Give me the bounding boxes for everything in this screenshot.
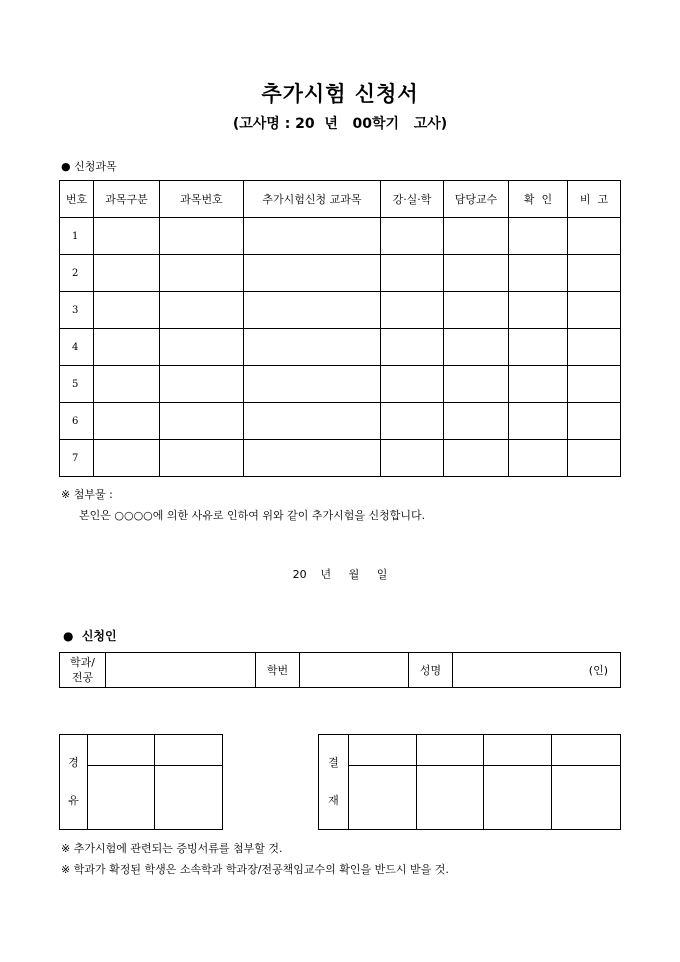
cell-course-type[interactable] — [94, 292, 160, 329]
header-confirm: 확 인 — [509, 181, 568, 218]
decision-title-cell[interactable] — [552, 735, 621, 766]
review-approval-box — [59, 734, 223, 830]
cell-course-code[interactable] — [160, 366, 244, 403]
cell-remarks[interactable] — [568, 218, 621, 255]
cell-professor[interactable] — [444, 292, 509, 329]
header-course-code: 과목번호 — [160, 181, 244, 218]
table-row — [60, 218, 621, 255]
application-statement: 본인은 ○○○○에 의한 사유로 인하여 위와 같이 추가시험을 신청합니다. — [79, 509, 426, 522]
document-title: 추가시험 신청서 — [261, 81, 419, 106]
dept-label — [60, 653, 106, 688]
review-title-cell[interactable] — [155, 735, 223, 766]
cell-course-name[interactable] — [244, 366, 381, 403]
dept-field[interactable] — [106, 653, 256, 688]
cell-course-type[interactable] — [94, 366, 160, 403]
review-sign-cell[interactable] — [88, 766, 155, 830]
cell-remarks[interactable] — [568, 403, 621, 440]
cell-confirm[interactable] — [509, 329, 568, 366]
row-number: 5 — [60, 366, 94, 403]
cell-lecture-lab[interactable] — [381, 403, 444, 440]
cell-remarks[interactable] — [568, 292, 621, 329]
applicant-section-label: ● 신청인 — [63, 629, 117, 643]
review-title-cell[interactable] — [88, 735, 155, 766]
applicant-table — [59, 652, 621, 688]
review-sign-cell[interactable] — [155, 766, 223, 830]
decision-title-cell[interactable] — [349, 735, 417, 766]
attachment-label: ※ 첨부물 : — [61, 488, 113, 501]
courses-header-row — [60, 181, 621, 218]
cell-professor[interactable] — [444, 255, 509, 292]
cell-confirm[interactable] — [509, 440, 568, 477]
table-row — [60, 329, 621, 366]
document-subtitle: (고사명 : 20 년 00학기 고사) — [232, 116, 448, 132]
header-professor: 담당교수 — [444, 181, 509, 218]
cell-course-name[interactable] — [244, 255, 381, 292]
row-number: 3 — [60, 292, 94, 329]
dept-label-line1: 학과/ — [70, 656, 95, 669]
cell-professor[interactable] — [444, 329, 509, 366]
cell-remarks[interactable] — [568, 329, 621, 366]
header-lecture-lab: 강·실·학 — [381, 181, 444, 218]
cell-professor[interactable] — [444, 366, 509, 403]
cell-professor[interactable] — [444, 218, 509, 255]
cell-course-name[interactable] — [244, 403, 381, 440]
row-number: 1 — [60, 218, 94, 255]
decision-sign-cell[interactable] — [417, 766, 484, 830]
cell-course-type[interactable] — [94, 255, 160, 292]
seal-mark: (인) — [588, 664, 608, 677]
row-number: 4 — [60, 329, 94, 366]
cell-course-name[interactable] — [244, 292, 381, 329]
review-label-cell — [60, 735, 88, 830]
cell-course-type[interactable] — [94, 218, 160, 255]
row-number: 7 — [60, 440, 94, 477]
cell-confirm[interactable] — [509, 292, 568, 329]
name-field[interactable] — [453, 653, 621, 688]
decision-label-1: 결 — [328, 756, 339, 769]
cell-professor[interactable] — [444, 403, 509, 440]
cell-course-name[interactable] — [244, 329, 381, 366]
cell-lecture-lab[interactable] — [381, 329, 444, 366]
footnote-2: ※ 학과가 확정된 학생은 소속학과 학과장/전공책임교수의 확인을 반드시 받을 것. — [61, 863, 449, 876]
cell-course-code[interactable] — [160, 403, 244, 440]
dept-label-line2: 전공 — [71, 671, 94, 684]
cell-remarks[interactable] — [568, 255, 621, 292]
decision-label-2: 재 — [328, 794, 339, 807]
table-row — [60, 292, 621, 329]
cell-lecture-lab[interactable] — [381, 366, 444, 403]
cell-course-code[interactable] — [160, 218, 244, 255]
decision-sign-cell[interactable] — [349, 766, 417, 830]
table-row — [60, 440, 621, 477]
cell-confirm[interactable] — [509, 255, 568, 292]
table-row — [60, 403, 621, 440]
header-course-type: 과목구분 — [94, 181, 160, 218]
row-number: 2 — [60, 255, 94, 292]
cell-lecture-lab[interactable] — [381, 218, 444, 255]
decision-sign-cell[interactable] — [484, 766, 552, 830]
decision-label-cell — [319, 735, 349, 830]
cell-course-code[interactable] — [160, 255, 244, 292]
name-label: 성명 — [409, 653, 453, 688]
cell-course-code[interactable] — [160, 292, 244, 329]
date-line: 20 년 월 일 — [292, 568, 388, 581]
student-id-field[interactable] — [300, 653, 409, 688]
cell-lecture-lab[interactable] — [381, 292, 444, 329]
decision-approval-box — [318, 734, 621, 830]
student-id-label: 학번 — [256, 653, 300, 688]
courses-table — [59, 180, 621, 477]
cell-course-code[interactable] — [160, 329, 244, 366]
cell-course-name[interactable] — [244, 218, 381, 255]
cell-confirm[interactable] — [509, 403, 568, 440]
cell-professor[interactable] — [444, 440, 509, 477]
table-row — [60, 255, 621, 292]
decision-title-cell[interactable] — [484, 735, 552, 766]
table-row — [60, 366, 621, 403]
cell-course-type[interactable] — [94, 329, 160, 366]
cell-course-type[interactable] — [94, 440, 160, 477]
row-number: 6 — [60, 403, 94, 440]
header-remarks: 비 고 — [568, 181, 621, 218]
cell-remarks[interactable] — [568, 366, 621, 403]
decision-sign-cell[interactable] — [552, 766, 621, 830]
cell-remarks[interactable] — [568, 440, 621, 477]
courses-section-label: ● 신청과목 — [61, 160, 117, 173]
review-label-2: 유 — [68, 794, 79, 807]
footnote-1: ※ 추가시험에 관련되는 증빙서류를 첨부할 것. — [61, 842, 283, 855]
cell-confirm[interactable] — [509, 366, 568, 403]
cell-course-code[interactable] — [160, 440, 244, 477]
cell-course-name[interactable] — [244, 440, 381, 477]
review-label-1: 경 — [68, 756, 79, 769]
cell-lecture-lab[interactable] — [381, 255, 444, 292]
cell-course-type[interactable] — [94, 403, 160, 440]
cell-lecture-lab[interactable] — [381, 440, 444, 477]
header-number: 번호 — [60, 181, 94, 218]
decision-title-cell[interactable] — [417, 735, 484, 766]
header-course-name: 추가시험신청 교과목 — [244, 181, 381, 218]
cell-confirm[interactable] — [509, 218, 568, 255]
